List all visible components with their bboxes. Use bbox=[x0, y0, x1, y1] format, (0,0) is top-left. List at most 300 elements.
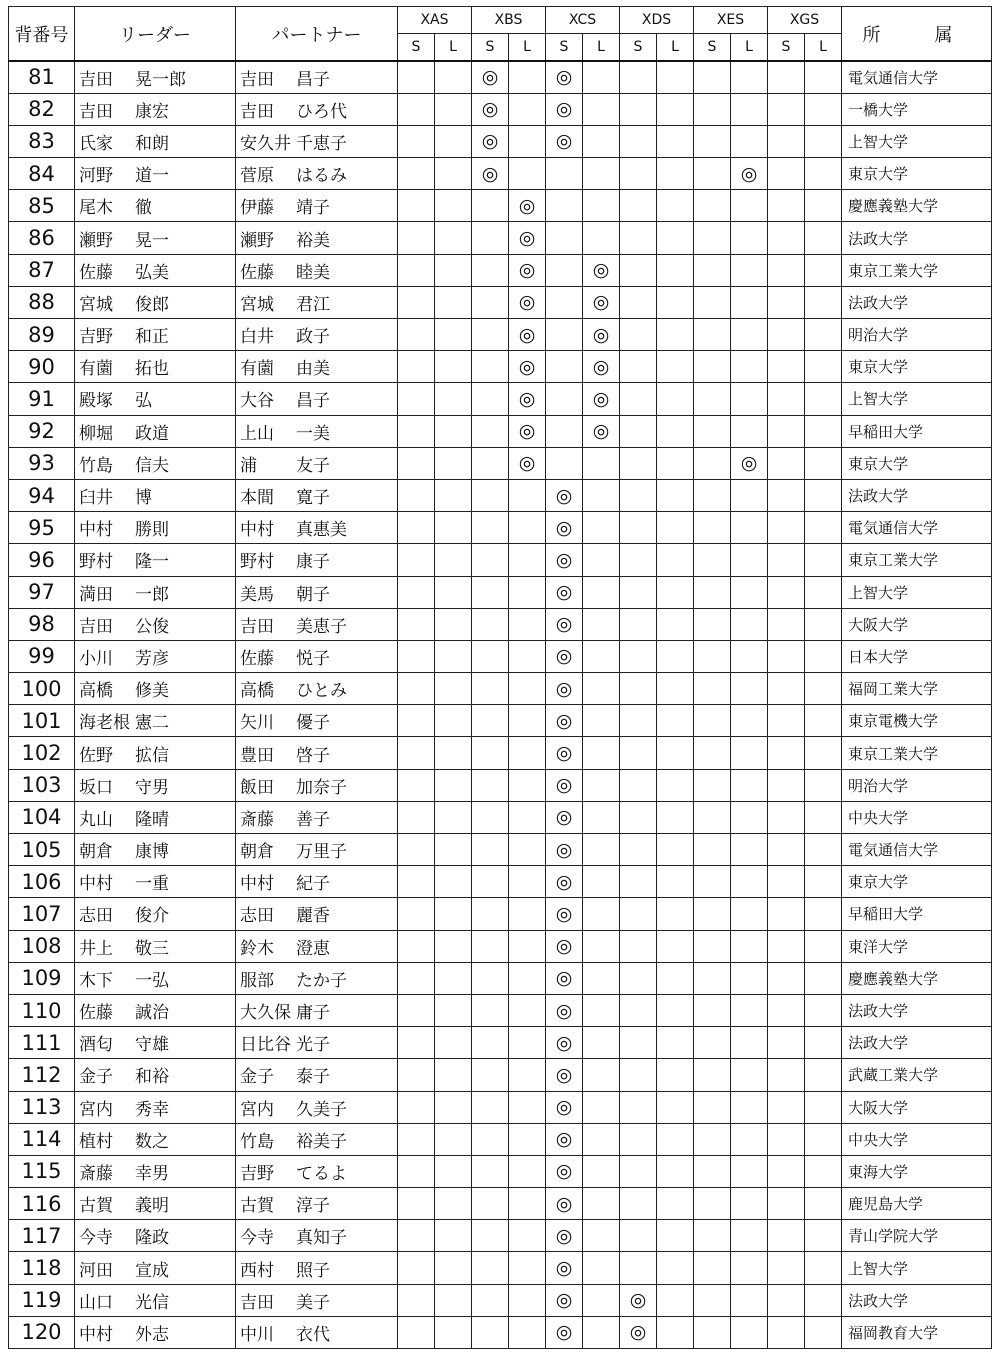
event-cell bbox=[509, 190, 546, 222]
event-cell bbox=[620, 125, 657, 157]
event-cell bbox=[805, 479, 842, 511]
event-cell bbox=[398, 737, 435, 769]
partner-name bbox=[236, 447, 398, 479]
event-cell bbox=[694, 962, 731, 994]
event-cell bbox=[694, 286, 731, 318]
partner-name bbox=[236, 1091, 398, 1123]
table-row bbox=[9, 640, 992, 672]
entry-mark: ◎ bbox=[592, 323, 610, 346]
leader-given-name: 誠治 bbox=[135, 1003, 169, 1024]
partner-family-name: 竹島 bbox=[240, 1131, 274, 1152]
leader-name bbox=[75, 1284, 236, 1316]
event-cell bbox=[731, 190, 768, 222]
event-cell bbox=[657, 158, 694, 190]
event-cell bbox=[435, 608, 472, 640]
event-cell bbox=[694, 705, 731, 737]
event-cell bbox=[546, 1059, 583, 1091]
event-cell bbox=[546, 319, 583, 351]
event-cell bbox=[694, 769, 731, 801]
partner-name bbox=[236, 93, 398, 125]
event-cell bbox=[398, 576, 435, 608]
event-cell bbox=[620, 512, 657, 544]
entry-mark: ◎ bbox=[555, 967, 573, 990]
partner-family-name: 菅原 bbox=[240, 166, 274, 187]
event-cell bbox=[694, 254, 731, 286]
event-cell bbox=[620, 190, 657, 222]
event-cell bbox=[583, 1252, 620, 1284]
event-cell bbox=[398, 834, 435, 866]
event-cell bbox=[768, 447, 805, 479]
entry-mark: ◎ bbox=[555, 130, 573, 153]
event-cell bbox=[694, 1091, 731, 1123]
partner-name bbox=[236, 1123, 398, 1155]
event-cell bbox=[435, 962, 472, 994]
event-cell bbox=[657, 673, 694, 705]
event-cell bbox=[768, 254, 805, 286]
event-cell bbox=[398, 479, 435, 511]
partner-given-name: 万里子 bbox=[296, 842, 347, 863]
event-cell bbox=[620, 61, 657, 93]
event-cell bbox=[620, 447, 657, 479]
affiliation: 明治大学 bbox=[842, 319, 992, 351]
bib-number: 102 bbox=[9, 737, 75, 769]
header-event-xgs: XGS bbox=[768, 7, 842, 34]
table-row bbox=[9, 383, 992, 415]
event-cell bbox=[731, 383, 768, 415]
event-cell bbox=[731, 512, 768, 544]
leader-name bbox=[75, 769, 236, 801]
bib-number: 84 bbox=[9, 158, 75, 190]
event-cell bbox=[509, 254, 546, 286]
partner-family-name: 斎藤 bbox=[240, 809, 274, 830]
header-number: 背番号 bbox=[9, 7, 75, 62]
leader-given-name: 憲二 bbox=[135, 713, 169, 734]
event-cell bbox=[472, 1284, 509, 1316]
leader-name bbox=[75, 447, 236, 479]
leader-name bbox=[75, 1091, 236, 1123]
event-cell bbox=[768, 576, 805, 608]
bib-number: 94 bbox=[9, 479, 75, 511]
entry-mark: ◎ bbox=[555, 484, 573, 507]
event-cell bbox=[583, 608, 620, 640]
entry-mark: ◎ bbox=[592, 291, 610, 314]
event-cell bbox=[768, 222, 805, 254]
partner-name bbox=[236, 1220, 398, 1252]
leader-family-name: 殿塚 bbox=[79, 391, 113, 412]
partner-family-name: 金子 bbox=[240, 1067, 274, 1088]
leader-family-name: 佐藤 bbox=[79, 1003, 113, 1024]
event-cell bbox=[546, 222, 583, 254]
event-cell bbox=[583, 1316, 620, 1348]
table-row bbox=[9, 1155, 992, 1187]
event-cell bbox=[620, 673, 657, 705]
event-cell bbox=[546, 1155, 583, 1187]
event-cell bbox=[768, 1027, 805, 1059]
event-cell bbox=[731, 898, 768, 930]
leader-name bbox=[75, 1027, 236, 1059]
partner-name bbox=[236, 222, 398, 254]
header-sub-s: S bbox=[546, 34, 583, 62]
event-cell bbox=[435, 222, 472, 254]
entry-mark: ◎ bbox=[518, 452, 536, 475]
partner-family-name: 佐藤 bbox=[240, 262, 274, 283]
partner-name bbox=[236, 254, 398, 286]
event-cell bbox=[768, 125, 805, 157]
event-cell bbox=[731, 1123, 768, 1155]
event-cell bbox=[620, 1252, 657, 1284]
partner-family-name: 鈴木 bbox=[240, 938, 274, 959]
affiliation: 東京大学 bbox=[842, 866, 992, 898]
event-cell bbox=[620, 962, 657, 994]
event-cell bbox=[657, 705, 694, 737]
event-cell bbox=[768, 286, 805, 318]
table-row bbox=[9, 705, 992, 737]
event-cell bbox=[583, 1091, 620, 1123]
bib-number: 120 bbox=[9, 1316, 75, 1348]
entry-mark: ◎ bbox=[740, 162, 758, 185]
event-cell bbox=[509, 930, 546, 962]
leader-name bbox=[75, 1123, 236, 1155]
partner-name bbox=[236, 801, 398, 833]
partner-given-name: 友子 bbox=[296, 455, 330, 476]
entry-mark: ◎ bbox=[555, 1031, 573, 1054]
event-cell bbox=[694, 190, 731, 222]
event-cell bbox=[731, 222, 768, 254]
event-cell bbox=[768, 898, 805, 930]
leader-family-name: 酒匂 bbox=[79, 1035, 113, 1056]
event-cell bbox=[472, 1188, 509, 1220]
entry-mark: ◎ bbox=[555, 838, 573, 861]
affiliation: 青山学院大学 bbox=[842, 1220, 992, 1252]
event-cell bbox=[731, 254, 768, 286]
leader-given-name: 秀幸 bbox=[135, 1099, 169, 1120]
partner-given-name: 光子 bbox=[296, 1035, 330, 1056]
event-cell bbox=[398, 1027, 435, 1059]
bib-number: 93 bbox=[9, 447, 75, 479]
event-cell bbox=[694, 737, 731, 769]
event-cell bbox=[805, 801, 842, 833]
header-partner: パートナー bbox=[236, 7, 398, 62]
table-row bbox=[9, 512, 992, 544]
event-cell bbox=[657, 608, 694, 640]
event-cell bbox=[472, 930, 509, 962]
event-cell bbox=[731, 608, 768, 640]
event-cell bbox=[657, 351, 694, 383]
partner-name bbox=[236, 769, 398, 801]
leader-given-name: 博 bbox=[135, 488, 152, 509]
event-cell bbox=[435, 415, 472, 447]
event-cell bbox=[398, 769, 435, 801]
entry-mark: ◎ bbox=[555, 645, 573, 668]
leader-given-name: 隆政 bbox=[135, 1228, 169, 1249]
event-cell bbox=[435, 93, 472, 125]
leader-name bbox=[75, 801, 236, 833]
table-row bbox=[9, 769, 992, 801]
leader-name bbox=[75, 93, 236, 125]
event-cell bbox=[509, 383, 546, 415]
affiliation: 東京大学 bbox=[842, 158, 992, 190]
partner-family-name: 佐藤 bbox=[240, 648, 274, 669]
affiliation: 中央大学 bbox=[842, 801, 992, 833]
partner-family-name: 伊藤 bbox=[240, 198, 274, 219]
leader-name bbox=[75, 898, 236, 930]
event-cell bbox=[657, 319, 694, 351]
leader-name bbox=[75, 190, 236, 222]
partner-given-name: 寛子 bbox=[296, 488, 330, 509]
entry-list-sheet bbox=[8, 6, 992, 1349]
event-cell bbox=[768, 479, 805, 511]
event-cell bbox=[435, 544, 472, 576]
partner-family-name: 朝倉 bbox=[240, 842, 274, 863]
event-cell bbox=[546, 479, 583, 511]
event-cell bbox=[768, 415, 805, 447]
event-cell bbox=[472, 447, 509, 479]
event-cell bbox=[435, 576, 472, 608]
event-cell bbox=[546, 1252, 583, 1284]
entry-mark: ◎ bbox=[555, 870, 573, 893]
event-cell bbox=[398, 962, 435, 994]
partner-name bbox=[236, 61, 398, 93]
event-cell bbox=[694, 1316, 731, 1348]
leader-given-name: 一弘 bbox=[135, 970, 169, 991]
event-cell bbox=[546, 705, 583, 737]
table-row bbox=[9, 190, 992, 222]
affiliation: 法政大学 bbox=[842, 1284, 992, 1316]
event-cell bbox=[435, 898, 472, 930]
leader-name bbox=[75, 544, 236, 576]
partner-name bbox=[236, 125, 398, 157]
entry-mark: ◎ bbox=[555, 677, 573, 700]
leader-given-name: 勝則 bbox=[135, 520, 169, 541]
partner-family-name: 吉野 bbox=[240, 1163, 274, 1184]
event-cell bbox=[731, 286, 768, 318]
event-cell bbox=[398, 866, 435, 898]
event-cell bbox=[398, 319, 435, 351]
table-row bbox=[9, 1091, 992, 1123]
leader-family-name: 野村 bbox=[79, 552, 113, 573]
event-cell bbox=[620, 286, 657, 318]
table-row bbox=[9, 673, 992, 705]
event-cell bbox=[620, 769, 657, 801]
bib-number: 119 bbox=[9, 1284, 75, 1316]
event-cell bbox=[398, 994, 435, 1026]
event-cell bbox=[694, 1188, 731, 1220]
partner-family-name: 高橋 bbox=[240, 681, 274, 702]
event-cell bbox=[435, 447, 472, 479]
header-sub-s: S bbox=[472, 34, 509, 62]
event-cell bbox=[472, 254, 509, 286]
partner-given-name: 善子 bbox=[296, 809, 330, 830]
event-cell bbox=[805, 737, 842, 769]
partner-name bbox=[236, 1316, 398, 1348]
event-cell bbox=[509, 1059, 546, 1091]
partner-name bbox=[236, 673, 398, 705]
partner-given-name: 朝子 bbox=[296, 584, 330, 605]
event-cell bbox=[546, 125, 583, 157]
bib-number: 109 bbox=[9, 962, 75, 994]
event-cell bbox=[398, 640, 435, 672]
event-cell bbox=[694, 1220, 731, 1252]
event-cell bbox=[768, 93, 805, 125]
bib-number: 107 bbox=[9, 898, 75, 930]
table-row bbox=[9, 834, 992, 866]
event-cell bbox=[657, 93, 694, 125]
leader-family-name: 柳堀 bbox=[79, 423, 113, 444]
event-cell bbox=[472, 1027, 509, 1059]
event-cell bbox=[472, 640, 509, 672]
event-cell bbox=[435, 1220, 472, 1252]
leader-name bbox=[75, 61, 236, 93]
entry-mark: ◎ bbox=[518, 420, 536, 443]
event-cell bbox=[435, 383, 472, 415]
event-cell bbox=[805, 415, 842, 447]
event-cell bbox=[509, 1188, 546, 1220]
event-cell bbox=[398, 1316, 435, 1348]
partner-given-name: 裕美 bbox=[296, 230, 330, 251]
entry-mark: ◎ bbox=[555, 613, 573, 636]
event-cell bbox=[768, 994, 805, 1026]
leader-given-name: 俊介 bbox=[135, 906, 169, 927]
event-cell bbox=[509, 866, 546, 898]
affiliation: 上智大学 bbox=[842, 576, 992, 608]
partner-given-name: 真惠美 bbox=[296, 520, 347, 541]
partner-name bbox=[236, 158, 398, 190]
event-cell bbox=[546, 962, 583, 994]
event-cell bbox=[509, 1220, 546, 1252]
event-cell bbox=[398, 705, 435, 737]
event-cell bbox=[509, 673, 546, 705]
partner-given-name: 悦子 bbox=[296, 648, 330, 669]
event-cell bbox=[546, 1316, 583, 1348]
event-cell bbox=[546, 286, 583, 318]
event-cell bbox=[768, 1284, 805, 1316]
leader-family-name: 今寺 bbox=[79, 1228, 113, 1249]
leader-given-name: 道一 bbox=[135, 166, 169, 187]
event-cell bbox=[768, 383, 805, 415]
header-event-xes: XES bbox=[694, 7, 768, 34]
event-cell bbox=[657, 1316, 694, 1348]
event-cell bbox=[657, 737, 694, 769]
event-cell bbox=[546, 576, 583, 608]
partner-given-name: 政子 bbox=[296, 327, 330, 348]
event-cell bbox=[657, 383, 694, 415]
event-cell bbox=[398, 930, 435, 962]
event-cell bbox=[620, 222, 657, 254]
affiliation: 上智大学 bbox=[842, 125, 992, 157]
header-sub-s: S bbox=[398, 34, 435, 62]
leader-given-name: 信夫 bbox=[135, 455, 169, 476]
affiliation: 日本大学 bbox=[842, 640, 992, 672]
event-cell bbox=[398, 254, 435, 286]
leader-family-name: 氏家 bbox=[79, 133, 113, 154]
event-cell bbox=[805, 1155, 842, 1187]
event-cell bbox=[731, 640, 768, 672]
event-cell bbox=[398, 1252, 435, 1284]
event-cell bbox=[435, 801, 472, 833]
bib-number: 110 bbox=[9, 994, 75, 1026]
leader-family-name: 吉野 bbox=[79, 327, 113, 348]
event-cell bbox=[435, 286, 472, 318]
event-cell bbox=[472, 576, 509, 608]
event-cell bbox=[583, 1027, 620, 1059]
event-cell bbox=[805, 1188, 842, 1220]
leader-name bbox=[75, 415, 236, 447]
event-cell bbox=[509, 834, 546, 866]
entry-mark: ◎ bbox=[481, 66, 499, 89]
event-cell bbox=[435, 705, 472, 737]
leader-family-name: 中村 bbox=[79, 1324, 113, 1345]
event-cell bbox=[583, 286, 620, 318]
event-cell bbox=[546, 769, 583, 801]
event-cell bbox=[805, 576, 842, 608]
event-cell bbox=[694, 801, 731, 833]
event-cell bbox=[472, 1091, 509, 1123]
event-cell bbox=[472, 383, 509, 415]
table-row bbox=[9, 222, 992, 254]
partner-name bbox=[236, 479, 398, 511]
event-cell bbox=[546, 898, 583, 930]
leader-given-name: 義明 bbox=[135, 1196, 169, 1217]
event-cell bbox=[398, 158, 435, 190]
affiliation: 法政大学 bbox=[842, 222, 992, 254]
leader-family-name: 吉田 bbox=[79, 69, 113, 90]
event-cell bbox=[509, 93, 546, 125]
bib-number: 100 bbox=[9, 673, 75, 705]
event-cell bbox=[472, 222, 509, 254]
event-cell bbox=[583, 705, 620, 737]
leader-name bbox=[75, 286, 236, 318]
partner-name bbox=[236, 351, 398, 383]
event-cell bbox=[694, 125, 731, 157]
event-cell bbox=[694, 1059, 731, 1091]
leader-name bbox=[75, 222, 236, 254]
partner-given-name: ひろ代 bbox=[296, 101, 347, 122]
event-cell bbox=[768, 544, 805, 576]
event-cell bbox=[805, 61, 842, 93]
event-cell bbox=[805, 994, 842, 1026]
bib-number: 90 bbox=[9, 351, 75, 383]
leader-family-name: 古賀 bbox=[79, 1196, 113, 1217]
bib-number: 112 bbox=[9, 1059, 75, 1091]
table-row bbox=[9, 866, 992, 898]
event-cell bbox=[546, 544, 583, 576]
entry-mark: ◎ bbox=[555, 1128, 573, 1151]
entry-mark: ◎ bbox=[555, 1160, 573, 1183]
event-cell bbox=[583, 512, 620, 544]
leader-given-name: 弘 bbox=[135, 391, 152, 412]
event-cell bbox=[620, 351, 657, 383]
event-cell bbox=[620, 1059, 657, 1091]
event-cell bbox=[620, 1316, 657, 1348]
event-cell bbox=[583, 158, 620, 190]
leader-family-name: 山口 bbox=[79, 1292, 113, 1313]
event-cell bbox=[805, 447, 842, 479]
table-row bbox=[9, 930, 992, 962]
event-cell bbox=[472, 769, 509, 801]
leader-family-name: 木下 bbox=[79, 970, 113, 991]
event-cell bbox=[435, 1027, 472, 1059]
event-cell bbox=[805, 1316, 842, 1348]
partner-name bbox=[236, 930, 398, 962]
event-cell bbox=[583, 834, 620, 866]
bib-number: 115 bbox=[9, 1155, 75, 1187]
bib-number: 108 bbox=[9, 930, 75, 962]
event-cell bbox=[472, 479, 509, 511]
entry-mark: ◎ bbox=[592, 355, 610, 378]
event-cell bbox=[768, 962, 805, 994]
event-cell bbox=[620, 383, 657, 415]
leader-family-name: 竹島 bbox=[79, 455, 113, 476]
